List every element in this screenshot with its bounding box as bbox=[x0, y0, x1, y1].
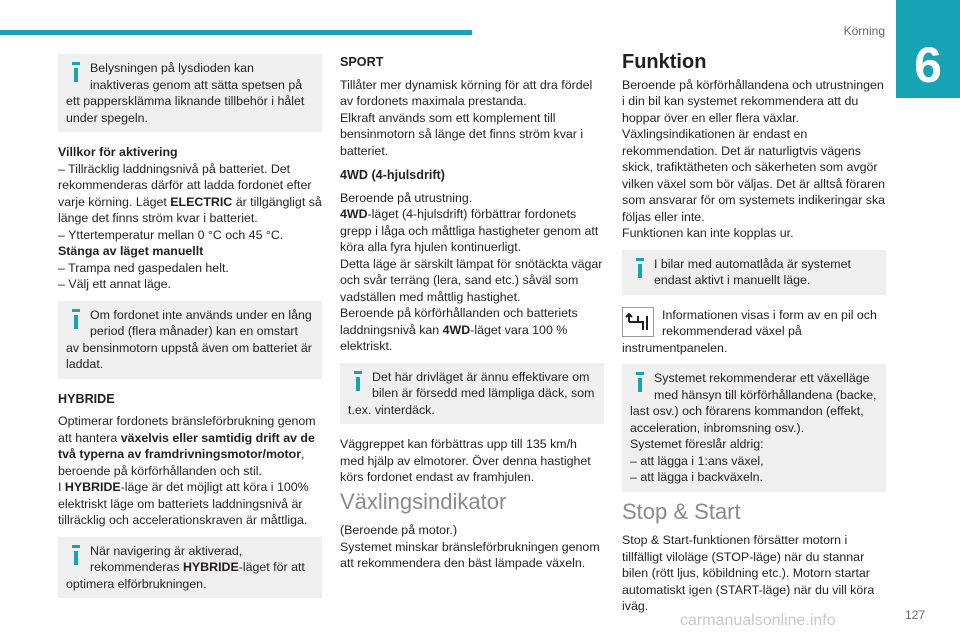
text: Tillåter mer dynamisk körning för att dra fördel av fordonets maximala prestanda. bbox=[340, 77, 593, 108]
mode-electric: ELECTRIC bbox=[170, 194, 233, 209]
info-icon bbox=[354, 371, 362, 391]
picto-paragraph bbox=[622, 307, 886, 357]
stop-title: Stänga av läget manuellt bbox=[58, 244, 204, 258]
gear-arrow-icon bbox=[622, 307, 654, 337]
text: -läge är det möjligt att köra i 100% elektriskt läge om batteriets laddningsnivå är tillräcklig och accelerationskraven är måttliga. bbox=[58, 480, 309, 527]
page-number: 127 bbox=[904, 608, 925, 622]
info-note bbox=[622, 250, 886, 295]
info-icon bbox=[636, 372, 644, 392]
header-accent-bar bbox=[0, 30, 472, 35]
column-3 bbox=[622, 51, 886, 623]
note-text: Belysningen på lysdioden kan inaktiveras genom att sätta spetsen på ett pappersklämma liknande tillbehör i hålet under spegeln. bbox=[66, 61, 305, 125]
note-text: När navigering är aktiverad, rekommenderas bbox=[90, 543, 243, 574]
note-text: Systemet föreslår aldrig: bbox=[630, 437, 764, 451]
bold-text: HYBRIDE bbox=[182, 560, 239, 574]
column-1 bbox=[58, 54, 322, 610]
text: -läget vara 100 % elektriskt. bbox=[340, 322, 568, 353]
hybride-paragraph bbox=[58, 413, 322, 529]
info-icon bbox=[72, 62, 80, 82]
gearshift-indicator-title: Växlingsindikator bbox=[340, 488, 507, 514]
picto-text: Informationen visas i form av en pil och rekommenderad växel på instrumentpanelen. bbox=[622, 307, 877, 355]
text: Systemet minskar bränsleförbrukningen genom att rekommendera den bäst lämpade växeln. bbox=[340, 539, 600, 570]
info-icon bbox=[72, 309, 80, 329]
note-list-item: – att lägga i 1:ans växel, bbox=[630, 453, 764, 468]
info-note bbox=[58, 537, 322, 599]
function-title: Funktion bbox=[622, 51, 707, 73]
hybride-title: HYBRIDE bbox=[58, 391, 115, 406]
stop-start-paragraph: Stop & Start-funktionen försätter motorn i tillfälligt viloläge (STOP-läge) när du stannar bilen (rött ljus, köbildning etc.). Motorn startar automatiskt igen (START-läge) när du vill köra iväg. bbox=[622, 533, 875, 613]
column-2 bbox=[340, 54, 604, 580]
function-paragraph bbox=[622, 77, 886, 242]
conditions-title: Villkor för aktivering bbox=[58, 145, 178, 159]
note-text: Det här drivläget är ännu effektivare om bilen är försedd med lämpliga däck, som t.ex. vinterdäck. bbox=[348, 369, 595, 417]
stop-start-title: Stop & Start bbox=[622, 498, 741, 524]
bold-text: 4WD bbox=[340, 207, 368, 221]
condition-2: – Yttertemperatur mellan 0 °C och 45 °C. bbox=[58, 227, 284, 242]
chapter-number: 6 bbox=[896, 0, 960, 98]
text: Funktionen kan inte kopplas ur. bbox=[622, 226, 794, 240]
note-text: -läget för att optimera elförbrukningen. bbox=[66, 560, 305, 591]
bold-text: 4WD bbox=[442, 322, 471, 337]
gearshift-paragraph bbox=[340, 522, 604, 572]
bold-text: HYBRIDE bbox=[64, 480, 121, 494]
condition-1: – Tillräcklig laddningsnivå på batteriet. Det rekommenderas därför att ladda fordonet efter varje körning. Läget bbox=[58, 161, 312, 209]
sport-paragraph bbox=[340, 77, 604, 160]
sport-title: SPORT bbox=[340, 55, 384, 69]
section-title: Körning bbox=[843, 24, 885, 38]
conditions-section bbox=[58, 144, 322, 293]
watermark: carmanualsonline.info bbox=[680, 612, 836, 629]
text: Detta läge är särskilt lämpat för snötäckta vägar och svår terräng (lera, sand etc.) såväl som vadställen med måttlig hastighet. bbox=[340, 256, 603, 304]
text: Beroende på utrustning. bbox=[340, 190, 473, 205]
text: Beroende på körförhållandena och utrustningen i din bil kan systemet rekommendera att du hoppar över en eller flera växlar. bbox=[622, 77, 884, 125]
info-note bbox=[340, 363, 604, 425]
note-text: Om fordonet inte används under en lång period (flera månader) kan en omstart av bensinmotorn uppstå även om batteriet är laddat. bbox=[66, 307, 312, 371]
note-text: Systemet rekommenderar ett växelläge med hänsyn till körförhållandena (backe, last osv.) och förarens kommandon (effekt, acceleration, inbromsning osv.). bbox=[630, 371, 877, 435]
info-icon bbox=[636, 258, 644, 278]
bold-text: växelvis eller samtidig drift av de två typerna av framdrivningsmotor/motor bbox=[58, 430, 315, 461]
text: Växlingsindikationen är endast en rekommendation. Det är naturligtvis vägens skick, trafiktätheten och säkerheten som avgör vilken växel som bör väljas. Det är alltså föraren som ansvarar för om systemets indikeringar ska följas eller inte. bbox=[622, 127, 886, 224]
stop-step-2: – Välj ett annat läge. bbox=[58, 277, 171, 291]
note-text: I bilar med automatlåda är systemet endast aktivt i manuellt läge. bbox=[654, 256, 851, 287]
note-list-item: – att lägga i backväxeln. bbox=[630, 470, 763, 484]
text: Elkraft används som ett komplement till bensinmotorn så länge det finns ström kvar i batteriet. bbox=[340, 110, 584, 158]
text: (Beroende på motor.) bbox=[340, 523, 458, 537]
stop-step-1: – Trampa ned gaspedalen helt. bbox=[58, 260, 229, 275]
grip-paragraph: Väggreppet kan förbättras upp till 135 km/h med hjälp av elmotorer. Över denna hastighet körs fordonet endast av framhjulen. bbox=[340, 437, 591, 484]
text: Beroende på körförhållanden och batteriets laddningsnivå kan bbox=[340, 306, 578, 337]
text: , beroende på körförhållanden och stil. bbox=[58, 447, 305, 478]
text: I bbox=[58, 480, 65, 494]
awd-paragraph bbox=[340, 190, 604, 355]
text: Optimerar fordonets bränsleförbrukning genom att hantera bbox=[58, 414, 316, 445]
info-note bbox=[58, 54, 322, 132]
condition-1-end: är tillgängligt så länge det finns ström kvar i batteriet. bbox=[58, 194, 322, 225]
info-note bbox=[58, 301, 322, 379]
awd-title: 4WD (4-hjulsdrift) bbox=[340, 168, 445, 182]
info-note bbox=[622, 364, 886, 492]
info-icon bbox=[72, 545, 80, 565]
text: -läget (4-hjulsdrift) förbättrar fordonets grepp i låga och måttliga hastigheter genom att köra alla fyra hjulen kontinuerligt. bbox=[340, 207, 599, 254]
